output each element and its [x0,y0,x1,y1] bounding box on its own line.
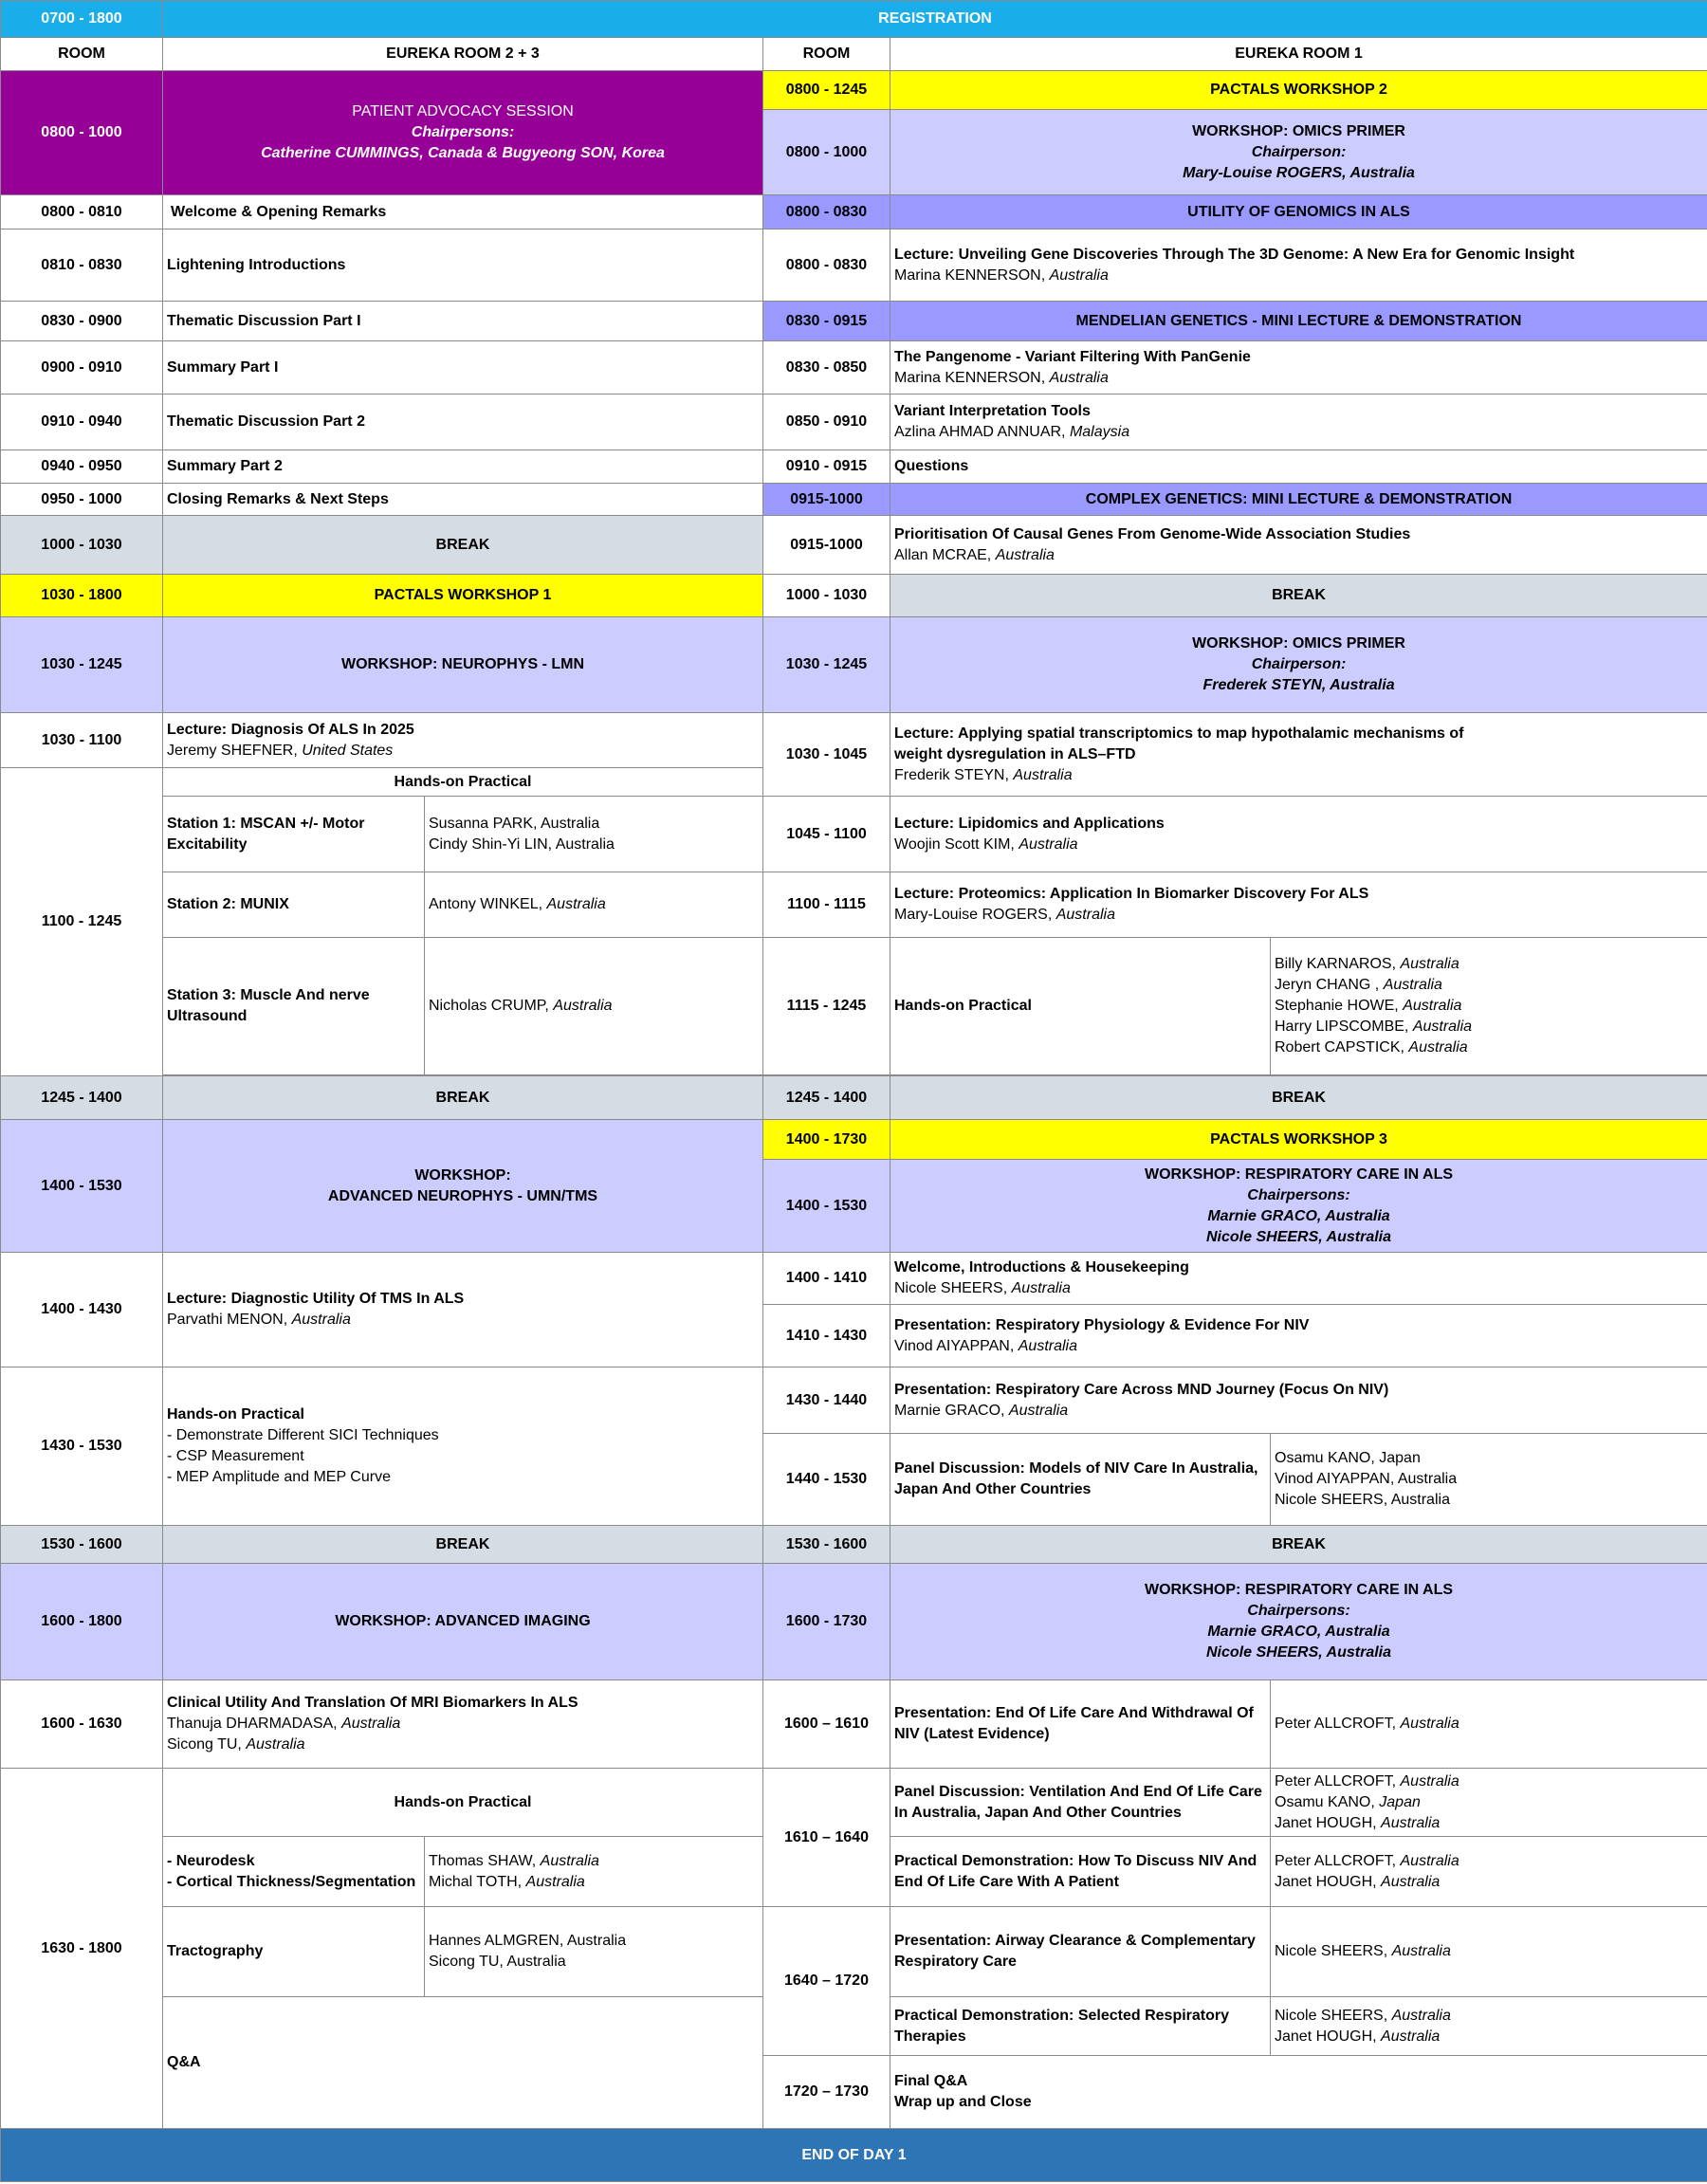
ws2-time: 0800 - 1245 [763,71,890,110]
panel2-country-2: Japan [1379,1793,1421,1810]
r-break2-label: BREAK [890,1076,1707,1120]
lec1-time: 1030 - 1100 [1,713,163,768]
omics2-chair-label: Chairperson: [1251,656,1347,672]
genomics-title: UTILITY OF GENOMICS IN ALS [890,195,1707,229]
resp2-time: 1600 - 1730 [763,1564,890,1680]
r-break2-time: 1245 - 1400 [763,1076,890,1120]
hands2-item-1: - Demonstrate Different SICI Techniques [167,1427,439,1443]
rhands-people [1271,938,1707,1075]
lec2-name: Parvathi MENON, [167,1312,288,1328]
patient-chair-label: Chairpersons: [411,124,515,140]
resp1-chair-1: Marnie GRACO, Australia [1207,1207,1390,1224]
p1-text: Welcome & Opening Remarks [163,195,763,229]
room-right-name: EUREKA ROOM 1 [890,38,1707,71]
pangenome-country: Australia [1049,369,1109,386]
hands3-label: Hands-on Practical [163,1769,763,1837]
endlife-title-1: Presentation: End Of Life Care And Withdrawal Of [894,1705,1254,1721]
rhands-name-3: Stephanie HOWE, [1275,998,1399,1014]
rhands-time: 1115 - 1245 [763,938,890,1075]
rhands-label: Hands-on Practical [890,938,1271,1075]
panel2-title-2: In Australia, Japan And Other Countries [894,1804,1182,1821]
resp2-chair-1: Marnie GRACO, Australia [1207,1624,1390,1640]
lec1-name: Jeremy SHEFNER, [167,742,298,759]
journey-title: Presentation: Respiratory Care Across MND Journey (Focus On NIV) [894,1381,1389,1398]
break3-time: 1530 - 1600 [1,1526,163,1564]
prior-country: Australia [995,546,1055,563]
rhands-country-4: Australia [1412,1019,1473,1035]
hands2-title: Hands-on Practical [167,1406,304,1422]
welcome-time: 1400 - 1410 [763,1253,890,1305]
demo1-title [890,1837,1271,1907]
neurodesk-country-2: Australia [525,1873,585,1890]
station2-person [425,872,763,938]
lipid-title: Lecture: Lipidomics and Applications [894,815,1165,832]
final-title-1: Final Q&A [894,2073,968,2089]
final-time: 1720 – 1730 [763,2056,890,2129]
qa-label: Q&A [163,1997,763,2129]
ws1-time: 1030 - 1800 [1,575,163,617]
resp1-time: 1400 - 1530 [763,1160,890,1253]
prior-time: 0915-1000 [763,516,890,575]
panel2-name-1: Peter ALLCROFT, [1275,1772,1397,1789]
tract-person-2: Sicong TU, Australia [429,1954,566,1970]
panel2-people [1271,1769,1707,1837]
demo2-name-1: Nicole SHEERS, [1275,2007,1388,2024]
room-left-name: EUREKA ROOM 2 + 3 [163,38,763,71]
patient-chairs: Catherine CUMMINGS, Canada & Bugyeong SON, Korea [261,145,665,161]
p4-text: Summary Part I [163,341,763,395]
station3-country: Australia [553,998,613,1014]
spatial-name: Frederik STEYN, [894,766,1009,783]
rhands-name-5: Robert CAPSTICK, [1275,1039,1404,1055]
omics1-chair-label: Chairperson: [1251,143,1347,160]
prot-country: Australia [1055,907,1115,923]
neurodesk-name-2: Michal TOTH, [429,1873,523,1890]
mri-block [163,1680,763,1769]
hands2-time: 1430 - 1530 [1,1367,163,1526]
demo1-name-2: Janet HOUGH, [1275,1873,1377,1890]
hands2-block [163,1367,763,1526]
demo1-country-1: Australia [1400,1852,1459,1869]
p7-text: Closing Remarks & Next Steps [163,484,763,516]
neurodesk-country-1: Australia [540,1852,599,1869]
rhands-country-2: Australia [1383,977,1442,993]
station3-name: Nicholas CRUMP, [429,998,549,1014]
final-block [890,2056,1707,2129]
lec2-country: Australia [291,1312,351,1328]
prior-name: Allan MCRAE, [894,546,992,563]
variant-name: Azlina AHMAD ANNUAR, [894,424,1066,440]
airway-name: Nicole SHEERS, [1275,1943,1388,1959]
p5-time: 0910 - 0940 [1,395,163,450]
lipid-name: Woojin Scott KIM, [894,835,1015,853]
airway-title-1: Presentation: Airway Clearance & Complementary [894,1933,1256,1949]
resp1-chair-2: Nicole SHEERS, Australia [1206,1228,1392,1245]
prot-name: Mary-Louise ROGERS, [894,907,1053,923]
neurodesk-name-1: Thomas SHAW, [429,1852,537,1869]
room-left-header: ROOM [1,38,163,71]
journey-country: Australia [1008,1402,1069,1419]
endlife-name: Peter ALLCROFT, [1275,1716,1397,1732]
panel1-person-2: Vinod AIYAPPAN, Australia [1275,1471,1458,1487]
p5-text: Thematic Discussion Part 2 [163,395,763,450]
header-row [1,38,1707,71]
station1-people [425,797,763,872]
lec2-time: 1400 - 1430 [1,1253,163,1367]
mri-title: Clinical Utility And Translation Of MRI Biomarkers In ALS [167,1695,578,1711]
complex-title: COMPLEX GENETICS: MINI LECTURE & DEMONSTRATION [890,484,1707,516]
panel2-title [890,1769,1271,1837]
room-right-header: ROOM [763,38,890,71]
mendel-time: 0830 - 0915 [763,302,890,341]
panel1-title [890,1434,1271,1526]
welcome-country: Australia [1011,1280,1071,1296]
physio-country: Australia [1018,1337,1077,1354]
physio-time: 1410 - 1430 [763,1305,890,1367]
spatial-title-1: Lecture: Applying spatial transcriptomics to map hypothalamic mechanisms of [894,725,1464,742]
rhands-country-5: Australia [1408,1039,1468,1055]
p2-text: Lightening Introductions [163,229,763,302]
p3-time: 0830 - 0900 [1,302,163,341]
neurodesk-line-2: - Cortical Thickness/Segmentation [167,1873,416,1890]
station2-name: Antony WINKEL, [429,896,543,912]
break1-label: BREAK [163,516,763,575]
resp1-block [890,1160,1707,1253]
lec1-title: Lecture: Diagnosis Of ALS In 2025 [167,721,414,738]
p3-text: Thematic Discussion Part I [163,302,763,341]
station3-label: Station 3: Muscle And nerve Ultrasound [163,938,425,1075]
questions-text: Questions [890,450,1707,484]
break2-label: BREAK [163,1076,763,1120]
resp2-chair-label: Chairpersons: [1247,1603,1350,1619]
lipid-time: 1045 - 1100 [763,797,890,872]
lipid-block [890,797,1707,872]
variant-time: 0850 - 0910 [763,395,890,450]
panel2-title-1: Panel Discussion: Ventilation And End Of Life Care [894,1783,1262,1800]
endlife-time: 1600 – 1610 [763,1680,890,1769]
questions-time: 0910 - 0915 [763,450,890,484]
station2-label: Station 2: MUNIX [163,872,425,938]
neurodesk-label [163,1837,425,1907]
hands3-time: 1630 - 1800 [1,1769,163,2129]
spatial-block [890,713,1707,797]
hands2-item-3: - MEP Amplitude and MEP Curve [167,1469,391,1485]
panel1-person-1: Osamu KANO, Japan [1275,1450,1421,1466]
genomics-time: 0800 - 0830 [763,195,890,229]
endlife-title [890,1680,1271,1769]
umn-block [163,1120,763,1253]
neurodesk-people [425,1837,763,1907]
tract-people [425,1907,763,1997]
panel2-country-1: Australia [1400,1772,1459,1789]
station1-person-2: Cindy Shin-Yi LIN, Australia [429,835,615,853]
journey-block [890,1367,1707,1434]
r-break3-label: BREAK [890,1526,1707,1564]
endlife-title-2: NIV (Latest Evidence) [894,1726,1050,1742]
omics1-time: 0800 - 1000 [763,110,890,195]
lmn-time: 1030 - 1245 [1,617,163,713]
omics1-title: WORKSHOP: OMICS PRIMER [1192,122,1405,139]
resp1-title: WORKSHOP: RESPIRATORY CARE IN ALS [1144,1165,1454,1183]
hands2-item-2: - CSP Measurement [167,1448,304,1464]
resp2-block [890,1564,1707,1680]
resp2-chair-2: Nicole SHEERS, Australia [1206,1644,1392,1661]
mri-name-2: Sicong TU, [167,1736,242,1753]
demo2-country-2: Australia [1381,2028,1441,2045]
umn-time: 1400 - 1530 [1,1120,163,1253]
lec3d-country: Australia [1049,266,1109,284]
panel2-country-3: Australia [1381,1814,1441,1831]
welcome-title: Welcome, Introductions & Housekeeping [894,1259,1189,1276]
lec3d-block [890,229,1707,302]
airway-country: Australia [1391,1943,1451,1959]
p1-time: 0800 - 0810 [1,195,163,229]
demo2-title-2: Therapies [894,2028,966,2045]
pangenome-time: 0830 - 0850 [763,341,890,395]
lec3d-time: 0800 - 0830 [763,229,890,302]
panel1-title-2: Japan And Other Countries [894,1481,1092,1497]
journey-time: 1430 - 1440 [763,1367,890,1434]
physio-title: Presentation: Respiratory Physiology & Evidence For NIV [894,1316,1310,1333]
station1-person-1: Susanna PARK, Australia [429,815,600,832]
p7-time: 0950 - 1000 [1,484,163,516]
panel1-time: 1440 - 1530 [763,1434,890,1526]
spatial-country: Australia [1013,766,1073,783]
variant-country: Malaysia [1069,424,1130,440]
mri-name-1: Thanuja DHARMADASA, [167,1716,338,1732]
registration-row [1,1,1707,38]
break1-time: 1000 - 1030 [1,516,163,575]
pangenome-name: Marina KENNERSON, [894,369,1046,386]
p6-text: Summary Part 2 [163,450,763,484]
demo2-name-2: Janet HOUGH, [1275,2028,1377,2045]
demo1-title-2: End Of Life Care With A Patient [894,1873,1119,1890]
mri-time: 1600 - 1630 [1,1680,163,1769]
welcome-block [890,1253,1707,1305]
umn-subtitle: ADVANCED NEUROPHYS - UMN/TMS [327,1187,598,1204]
tract-person-1: Hannes ALMGREN, Australia [429,1933,627,1949]
airway-person [1271,1907,1707,1997]
pangenome-block [890,341,1707,395]
demo1-country-2: Australia [1381,1873,1441,1890]
omics2-time: 1030 - 1245 [763,617,890,713]
endlife-person [1271,1680,1707,1769]
patient-title: PATIENT ADVOCACY SESSION [352,103,574,119]
lec3d-name: Marina KENNERSON, [894,266,1046,284]
airway-time: 1640 – 1720 [763,1907,890,2056]
hands1-time: 1100 - 1245 [1,768,163,1076]
endlife-country: Australia [1400,1716,1459,1732]
demo2-country-1: Australia [1391,2007,1451,2024]
demo2-title [890,1997,1271,2056]
patient-advocacy-session [163,71,763,195]
variant-block [890,395,1707,450]
panel2-name-3: Janet HOUGH, [1275,1814,1377,1831]
demo2-title-1: Practical Demonstration: Selected Respiratory [894,2007,1230,2024]
lec1-block [163,713,763,768]
omics1-block [890,110,1707,195]
ws1-title: PACTALS WORKSHOP 1 [163,575,763,617]
tract-label: Tractography [163,1907,425,1997]
panel1-title-1: Panel Discussion: Models of NIV Care In Australia, [894,1460,1258,1477]
rhands-country-3: Australia [1403,998,1462,1014]
panel2-time: 1610 – 1640 [763,1769,890,1907]
imaging-title: WORKSHOP: ADVANCED IMAGING [163,1564,763,1680]
welcome-name: Nicole SHEERS, [894,1280,1008,1296]
spatial-time: 1030 - 1045 [763,713,890,797]
panel1-person-3: Nicole SHEERS, Australia [1275,1492,1450,1508]
station2-country: Australia [546,896,606,912]
final-title-2: Wrap up and Close [894,2094,1032,2110]
airway-title [890,1907,1271,1997]
break2-time: 1245 - 1400 [1,1076,163,1120]
umn-title: WORKSHOP: [414,1166,511,1184]
r-break1-label: BREAK [890,575,1707,617]
complex-time: 0915-1000 [763,484,890,516]
journey-name: Marnie GRACO, [894,1402,1005,1419]
rhands-country-1: Australia [1400,956,1459,972]
variant-title: Variant Interpretation Tools [894,403,1091,419]
resp1-chair-label: Chairpersons: [1247,1186,1350,1203]
rhands-name-1: Billy KARNAROS, [1275,956,1397,972]
omics2-block [890,617,1707,713]
registration-time: 0700 - 1800 [1,1,163,38]
mri-country-1: Australia [341,1716,401,1732]
hands1-label: Hands-on Practical [163,768,763,797]
pangenome-title: The Pangenome - Variant Filtering With PanGenie [894,348,1251,365]
prot-title: Lecture: Proteomics: Application In Biomarker Discovery For ALS [894,886,1369,902]
panel1-people [1271,1434,1707,1526]
demo2-people [1271,1997,1707,2056]
p2-time: 0810 - 0830 [1,229,163,302]
station3-person [425,938,763,1075]
prior-title: Prioritisation Of Causal Genes From Genome-Wide Association Studies [894,525,1411,542]
omics2-title: WORKSHOP: OMICS PRIMER [1192,635,1405,652]
imaging-time: 1600 - 1800 [1,1564,163,1680]
ws3-title: PACTALS WORKSHOP 3 [890,1120,1707,1160]
rhands-name-2: Jeryn CHANG , [1275,977,1380,993]
lec1-country: United States [302,742,394,759]
registration-label: REGISTRATION [163,1,1707,38]
p6-time: 0940 - 0950 [1,450,163,484]
omics1-chair: Mary-Louise ROGERS, Australia [1183,164,1415,181]
prot-block [890,872,1707,938]
prot-time: 1100 - 1115 [763,872,890,938]
airway-title-2: Respiratory Care [894,1954,1017,1970]
end-of-day: END OF DAY 1 [1,2129,1707,2182]
break3-label: BREAK [163,1526,763,1564]
r-break3-time: 1530 - 1600 [763,1526,890,1564]
demo1-name-1: Peter ALLCROFT, [1275,1852,1397,1869]
lipid-country: Australia [1019,835,1078,853]
physio-block [890,1305,1707,1367]
station1-label: Station 1: MSCAN +/- Motor Excitability [163,797,425,872]
resp2-title: WORKSHOP: RESPIRATORY CARE IN ALS [1144,1582,1454,1598]
prior-block [890,516,1707,575]
panel2-name-2: Osamu KANO, [1275,1793,1375,1810]
r-break1-time: 1000 - 1030 [763,575,890,617]
demo1-title-1: Practical Demonstration: How To Discuss NIV And [894,1852,1257,1869]
spatial-title-2: weight dysregulation in ALS–FTD [894,745,1136,762]
omics2-chair: Frederek STEYN, Australia [1202,677,1395,693]
lec2-block [163,1253,763,1367]
ws2-title: PACTALS WORKSHOP 2 [890,71,1707,110]
p4-time: 0900 - 0910 [1,341,163,395]
lec3d-title: Lecture: Unveiling Gene Discoveries Through The 3D Genome: A New Era for Genomic Insight [894,246,1575,263]
demo1-people [1271,1837,1707,1907]
lec2-title: Lecture: Diagnostic Utility Of TMS In ALS [167,1291,465,1307]
patient-time: 0800 - 1000 [1,71,163,195]
mri-country-2: Australia [246,1736,305,1753]
mendel-title: MENDELIAN GENETICS - MINI LECTURE & DEMONSTRATION [890,302,1707,341]
lmn-title: WORKSHOP: NEUROPHYS - LMN [163,617,763,713]
rhands-name-4: Harry LIPSCOMBE, [1275,1019,1409,1035]
physio-name: Vinod AIYAPPAN, [894,1337,1015,1354]
neurodesk-line-1: - Neurodesk [167,1852,255,1869]
ws3-time: 1400 - 1730 [763,1120,890,1160]
